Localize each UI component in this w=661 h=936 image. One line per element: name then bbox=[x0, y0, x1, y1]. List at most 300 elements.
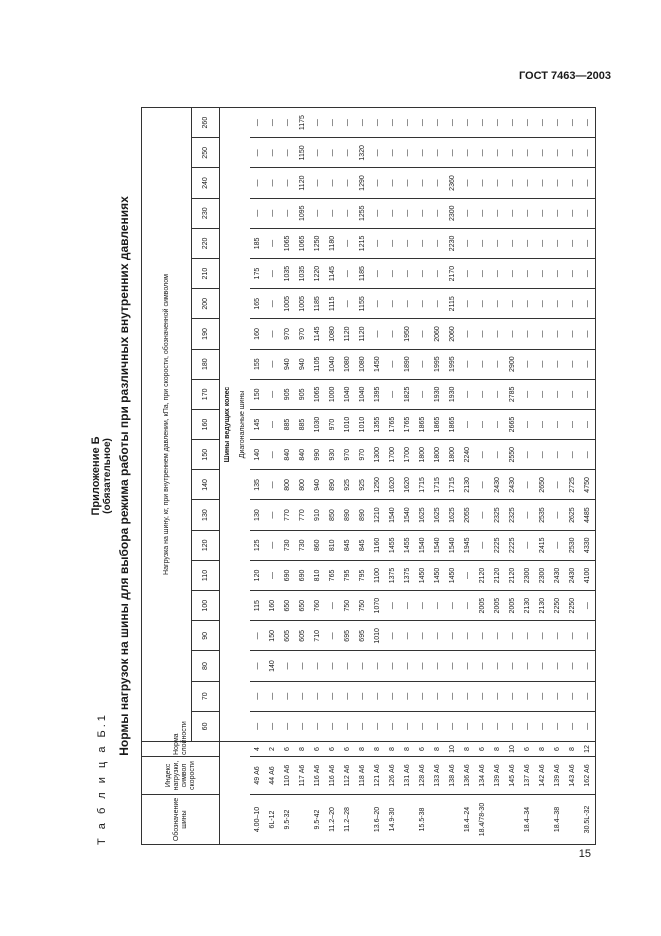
load-value: — bbox=[520, 319, 535, 349]
load-value: 1005 bbox=[295, 289, 310, 319]
load-value: — bbox=[370, 198, 385, 228]
load-value: — bbox=[520, 711, 535, 741]
load-value: — bbox=[430, 168, 445, 198]
load-value: — bbox=[520, 470, 535, 500]
load-value: — bbox=[250, 198, 265, 228]
load-value: — bbox=[325, 711, 340, 741]
load-value: — bbox=[385, 379, 400, 409]
load-value: 2550 bbox=[505, 440, 520, 470]
load-value: — bbox=[415, 379, 430, 409]
load-value: — bbox=[280, 108, 295, 138]
load-value: — bbox=[310, 681, 325, 711]
load-value: — bbox=[460, 560, 475, 590]
load-value: 1180 bbox=[325, 228, 340, 258]
load-index: 110 А6 bbox=[280, 757, 295, 795]
load-value: — bbox=[475, 470, 490, 500]
ply-rating: 8 bbox=[400, 742, 415, 757]
load-value: — bbox=[460, 711, 475, 741]
load-value: — bbox=[580, 319, 596, 349]
load-value: — bbox=[565, 681, 580, 711]
load-index: 112 А6 bbox=[340, 757, 355, 795]
load-value: — bbox=[265, 560, 280, 590]
load-value: — bbox=[565, 108, 580, 138]
load-value: — bbox=[430, 259, 445, 289]
load-index: 118 А6 bbox=[355, 757, 370, 795]
load-index: 126 А6 bbox=[385, 757, 400, 795]
load-value: — bbox=[565, 621, 580, 651]
load-value: — bbox=[580, 591, 596, 621]
load-value: — bbox=[415, 138, 430, 168]
load-value: 1765 bbox=[400, 409, 415, 439]
load-value: — bbox=[475, 409, 490, 439]
tire-designation bbox=[505, 795, 520, 845]
tire-designation: 9.5-42 bbox=[310, 795, 325, 845]
table-row bbox=[505, 108, 520, 845]
load-index: 142 А6 bbox=[535, 757, 550, 795]
load-value: 1210 bbox=[370, 500, 385, 530]
load-value: — bbox=[535, 651, 550, 681]
load-value: 1040 bbox=[355, 379, 370, 409]
load-value: 1010 bbox=[355, 409, 370, 439]
load-value: 4100 bbox=[580, 560, 596, 590]
load-value: — bbox=[355, 108, 370, 138]
load-value: — bbox=[415, 228, 430, 258]
load-index: 136 А6 bbox=[460, 757, 475, 795]
load-value: — bbox=[385, 168, 400, 198]
load-value: 1625 bbox=[415, 500, 430, 530]
load-value: 1120 bbox=[295, 168, 310, 198]
load-value: 1930 bbox=[445, 379, 460, 409]
load-value: 2250 bbox=[550, 591, 565, 621]
load-value: 165 bbox=[250, 289, 265, 319]
load-value: 1000 bbox=[325, 379, 340, 409]
load-value: — bbox=[490, 319, 505, 349]
load-value: — bbox=[265, 530, 280, 560]
load-value: — bbox=[520, 440, 535, 470]
load-value: 2130 bbox=[520, 591, 535, 621]
load-value: — bbox=[490, 681, 505, 711]
load-value: — bbox=[430, 621, 445, 651]
load-value: — bbox=[550, 138, 565, 168]
load-value: — bbox=[520, 409, 535, 439]
load-value: — bbox=[280, 651, 295, 681]
load-value: 2230 bbox=[445, 228, 460, 258]
load-value: — bbox=[475, 681, 490, 711]
load-value: — bbox=[265, 138, 280, 168]
table-row bbox=[580, 108, 596, 845]
load-value: 1005 bbox=[280, 289, 295, 319]
load-value: 750 bbox=[340, 591, 355, 621]
load-index: 128 А6 bbox=[415, 757, 430, 795]
load-value: 140 bbox=[250, 440, 265, 470]
load-value: — bbox=[370, 289, 385, 319]
load-value: — bbox=[580, 228, 596, 258]
load-value: — bbox=[430, 591, 445, 621]
load-value: 1540 bbox=[415, 530, 430, 560]
load-value: — bbox=[505, 651, 520, 681]
load-value: 695 bbox=[355, 621, 370, 651]
table-row bbox=[370, 108, 385, 845]
load-value: 2325 bbox=[490, 500, 505, 530]
load-value: — bbox=[550, 711, 565, 741]
load-value: — bbox=[445, 591, 460, 621]
load-value: — bbox=[505, 138, 520, 168]
load-index: 121 А6 bbox=[370, 757, 385, 795]
load-value: — bbox=[370, 168, 385, 198]
load-value: — bbox=[475, 621, 490, 651]
load-value: 860 bbox=[310, 530, 325, 560]
load-value: — bbox=[520, 530, 535, 560]
pressure-header: 200 bbox=[192, 289, 220, 319]
load-value: 1450 bbox=[430, 560, 445, 590]
pressure-header: 70 bbox=[192, 681, 220, 711]
load-value: 2115 bbox=[445, 289, 460, 319]
table-row bbox=[355, 108, 370, 845]
load-value: — bbox=[565, 138, 580, 168]
load-value: — bbox=[385, 228, 400, 258]
load-value: — bbox=[310, 651, 325, 681]
load-value: 1700 bbox=[400, 440, 415, 470]
table-row bbox=[325, 108, 340, 845]
load-value: — bbox=[265, 319, 280, 349]
load-value: — bbox=[505, 681, 520, 711]
load-value: 890 bbox=[340, 500, 355, 530]
load-value: — bbox=[535, 138, 550, 168]
load-value: 2430 bbox=[490, 470, 505, 500]
load-value: 2415 bbox=[535, 530, 550, 560]
load-value: 1625 bbox=[445, 500, 460, 530]
load-value: — bbox=[400, 228, 415, 258]
load-value: — bbox=[565, 349, 580, 379]
load-value: — bbox=[475, 651, 490, 681]
col-ply-rating: Норма слойности bbox=[142, 742, 220, 757]
tire-designation bbox=[355, 795, 370, 845]
load-index: 134 А6 bbox=[475, 757, 490, 795]
load-value: — bbox=[475, 349, 490, 379]
pressure-header: 260 bbox=[192, 108, 220, 138]
load-value: — bbox=[385, 198, 400, 228]
load-value: 1455 bbox=[400, 530, 415, 560]
load-value: 1220 bbox=[310, 259, 325, 289]
load-value: 840 bbox=[280, 440, 295, 470]
load-value: — bbox=[400, 198, 415, 228]
load-value: — bbox=[385, 259, 400, 289]
load-value: — bbox=[265, 349, 280, 379]
load-value: — bbox=[550, 409, 565, 439]
load-value: — bbox=[400, 108, 415, 138]
load-value: 2785 bbox=[505, 379, 520, 409]
ply-rating: 6 bbox=[415, 742, 430, 757]
load-value: — bbox=[400, 681, 415, 711]
load-value: 1080 bbox=[340, 349, 355, 379]
load-value: — bbox=[565, 228, 580, 258]
load-value: — bbox=[475, 319, 490, 349]
load-value: — bbox=[505, 198, 520, 228]
load-value: — bbox=[550, 168, 565, 198]
load-value: — bbox=[460, 379, 475, 409]
tire-designation: 18.4–38 bbox=[550, 795, 565, 845]
load-value: 150 bbox=[265, 621, 280, 651]
load-value: — bbox=[475, 168, 490, 198]
load-value: — bbox=[550, 349, 565, 379]
load-value: 800 bbox=[280, 470, 295, 500]
load-value: — bbox=[550, 470, 565, 500]
tire-designation: 11.2–28 bbox=[340, 795, 355, 845]
table-label: Т а б л и ц а Б.1 bbox=[96, 712, 108, 845]
load-value: — bbox=[340, 108, 355, 138]
load-value: 2535 bbox=[535, 500, 550, 530]
load-value: 910 bbox=[310, 500, 325, 530]
load-value: — bbox=[340, 228, 355, 258]
ply-rating: 12 bbox=[580, 742, 596, 757]
load-value: 795 bbox=[340, 560, 355, 590]
load-value: — bbox=[340, 198, 355, 228]
load-value: 4485 bbox=[580, 500, 596, 530]
col-designation: Обозначение шины bbox=[142, 795, 220, 845]
load-value: 1355 bbox=[370, 409, 385, 439]
load-value: 1865 bbox=[430, 409, 445, 439]
load-value: 1625 bbox=[430, 500, 445, 530]
load-value: — bbox=[490, 138, 505, 168]
ply-rating: 8 bbox=[460, 742, 475, 757]
load-value: — bbox=[475, 198, 490, 228]
load-value: 175 bbox=[250, 259, 265, 289]
load-value: 2300 bbox=[520, 560, 535, 590]
load-value: 800 bbox=[295, 470, 310, 500]
load-value: — bbox=[370, 651, 385, 681]
table-row bbox=[400, 108, 415, 845]
ply-rating: 8 bbox=[565, 742, 580, 757]
load-value: 120 bbox=[250, 560, 265, 590]
annex-title: Приложение Б bbox=[90, 436, 102, 516]
load-value: — bbox=[340, 681, 355, 711]
tire-designation: 18.4/78-30 bbox=[475, 795, 490, 845]
load-value: — bbox=[535, 259, 550, 289]
load-value: — bbox=[535, 621, 550, 651]
load-index: 162 А6 bbox=[580, 757, 596, 795]
load-value: — bbox=[400, 138, 415, 168]
load-value: 1945 bbox=[460, 530, 475, 560]
load-value: — bbox=[340, 289, 355, 319]
load-value: — bbox=[265, 289, 280, 319]
col-load-index: Индекс нагрузки, символ скорости bbox=[142, 757, 220, 795]
load-value: — bbox=[265, 440, 280, 470]
load-value: 2120 bbox=[475, 560, 490, 590]
load-value: 135 bbox=[250, 470, 265, 500]
load-value: 2170 bbox=[445, 259, 460, 289]
load-value: — bbox=[460, 108, 475, 138]
load-value: — bbox=[430, 228, 445, 258]
load-value: 1185 bbox=[310, 289, 325, 319]
load-value: — bbox=[265, 259, 280, 289]
load-value: — bbox=[460, 409, 475, 439]
load-value: — bbox=[400, 168, 415, 198]
load-value: — bbox=[340, 651, 355, 681]
load-value: — bbox=[460, 319, 475, 349]
load-value: — bbox=[265, 470, 280, 500]
load-value: — bbox=[370, 259, 385, 289]
load-value: 1765 bbox=[385, 409, 400, 439]
load-value: 150 bbox=[250, 379, 265, 409]
load-value: — bbox=[475, 108, 490, 138]
load-value: — bbox=[550, 651, 565, 681]
load-index: 143 А6 bbox=[565, 757, 580, 795]
load-value: 1540 bbox=[430, 530, 445, 560]
load-value: 2130 bbox=[460, 470, 475, 500]
load-value: — bbox=[340, 168, 355, 198]
table-row bbox=[250, 108, 265, 845]
tire-designation: 15.5-38 bbox=[415, 795, 430, 845]
tire-designation bbox=[430, 795, 445, 845]
ply-rating: 6 bbox=[325, 742, 340, 757]
load-value: 1120 bbox=[340, 319, 355, 349]
load-value: — bbox=[295, 711, 310, 741]
load-value: 2250 bbox=[565, 591, 580, 621]
load-value: — bbox=[550, 319, 565, 349]
load-value: — bbox=[490, 108, 505, 138]
load-value: — bbox=[250, 138, 265, 168]
tire-designation bbox=[445, 795, 460, 845]
load-value: — bbox=[250, 621, 265, 651]
load-value: 845 bbox=[340, 530, 355, 560]
load-value: 1620 bbox=[385, 470, 400, 500]
ply-rating: 8 bbox=[295, 742, 310, 757]
table-row bbox=[310, 108, 325, 845]
load-value: 4750 bbox=[580, 470, 596, 500]
tire-designation: 6L-12 bbox=[265, 795, 280, 845]
load-value: — bbox=[385, 289, 400, 319]
load-value: — bbox=[490, 379, 505, 409]
load-value: — bbox=[550, 198, 565, 228]
load-value: — bbox=[550, 530, 565, 560]
load-value: — bbox=[280, 681, 295, 711]
pressure-header: 150 bbox=[192, 440, 220, 470]
load-value: — bbox=[340, 259, 355, 289]
load-value: — bbox=[475, 711, 490, 741]
load-value: — bbox=[580, 681, 596, 711]
load-value: — bbox=[385, 621, 400, 651]
load-value: 2430 bbox=[505, 470, 520, 500]
load-value: 2625 bbox=[565, 500, 580, 530]
load-value: — bbox=[535, 198, 550, 228]
table-row bbox=[550, 108, 565, 845]
load-value: — bbox=[490, 168, 505, 198]
load-value: 2120 bbox=[490, 560, 505, 590]
load-value: — bbox=[415, 198, 430, 228]
load-value: 970 bbox=[355, 440, 370, 470]
load-value: — bbox=[535, 409, 550, 439]
load-index: 137 А6 bbox=[520, 757, 535, 795]
ply-rating: 2 bbox=[265, 742, 280, 757]
load-value: — bbox=[565, 168, 580, 198]
table-row bbox=[280, 108, 295, 845]
load-value: 1010 bbox=[340, 409, 355, 439]
load-value: — bbox=[565, 440, 580, 470]
load-value: — bbox=[325, 168, 340, 198]
load-value: — bbox=[535, 108, 550, 138]
ply-rating: 8 bbox=[370, 742, 385, 757]
ply-rating: 6 bbox=[550, 742, 565, 757]
load-value: — bbox=[460, 138, 475, 168]
load-value: 810 bbox=[310, 560, 325, 590]
load-value: 695 bbox=[340, 621, 355, 651]
col-load-group: Нагрузка на шину, кг, при внутреннем давлении, кПа, при скорости, обозначенной символом bbox=[142, 108, 192, 742]
load-value: — bbox=[505, 228, 520, 258]
load-value: — bbox=[310, 108, 325, 138]
load-value: — bbox=[550, 681, 565, 711]
load-value: — bbox=[265, 198, 280, 228]
load-value: 1320 bbox=[355, 138, 370, 168]
load-value: — bbox=[385, 319, 400, 349]
load-value: 2005 bbox=[505, 591, 520, 621]
load-value: — bbox=[520, 108, 535, 138]
load-value: — bbox=[550, 500, 565, 530]
load-value: — bbox=[370, 108, 385, 138]
load-value: — bbox=[370, 711, 385, 741]
tire-designation: 18.4–24 bbox=[460, 795, 475, 845]
load-value: — bbox=[265, 168, 280, 198]
load-value: — bbox=[310, 711, 325, 741]
load-value: — bbox=[505, 108, 520, 138]
load-value: 155 bbox=[250, 349, 265, 379]
load-value: — bbox=[400, 289, 415, 319]
load-value: 1035 bbox=[295, 259, 310, 289]
table-row bbox=[520, 108, 535, 845]
table-row bbox=[535, 108, 550, 845]
tire-designation bbox=[295, 795, 310, 845]
load-value: — bbox=[265, 379, 280, 409]
table-row bbox=[460, 108, 475, 845]
load-value: 730 bbox=[280, 530, 295, 560]
tire-designation bbox=[565, 795, 580, 845]
load-value: — bbox=[460, 168, 475, 198]
load-value: 1035 bbox=[280, 259, 295, 289]
load-value: 1185 bbox=[355, 259, 370, 289]
load-value: 1620 bbox=[400, 470, 415, 500]
load-value: — bbox=[580, 198, 596, 228]
load-value: — bbox=[565, 319, 580, 349]
ply-rating: 6 bbox=[340, 742, 355, 757]
load-value: 840 bbox=[295, 440, 310, 470]
load-value: 925 bbox=[340, 470, 355, 500]
load-value: — bbox=[520, 228, 535, 258]
load-value: — bbox=[370, 138, 385, 168]
load-value: — bbox=[565, 289, 580, 319]
load-value: — bbox=[550, 379, 565, 409]
pressure-header: 130 bbox=[192, 500, 220, 530]
load-value: 650 bbox=[280, 591, 295, 621]
load-value: 1715 bbox=[430, 470, 445, 500]
load-value: — bbox=[355, 681, 370, 711]
load-value: 2060 bbox=[430, 319, 445, 349]
load-value: 2650 bbox=[535, 470, 550, 500]
pressure-header: 230 bbox=[192, 198, 220, 228]
load-value: 1150 bbox=[295, 138, 310, 168]
load-value: — bbox=[460, 289, 475, 319]
load-value: 1455 bbox=[385, 530, 400, 560]
load-value: — bbox=[385, 138, 400, 168]
load-value: 1395 bbox=[370, 379, 385, 409]
load-value: 770 bbox=[280, 500, 295, 530]
load-value: — bbox=[550, 259, 565, 289]
load-value: 185 bbox=[250, 228, 265, 258]
load-value: 1540 bbox=[445, 530, 460, 560]
load-value: — bbox=[280, 198, 295, 228]
load-index: 139 А6 bbox=[550, 757, 565, 795]
load-value: — bbox=[550, 621, 565, 651]
load-value: 905 bbox=[280, 379, 295, 409]
load-value: — bbox=[520, 500, 535, 530]
